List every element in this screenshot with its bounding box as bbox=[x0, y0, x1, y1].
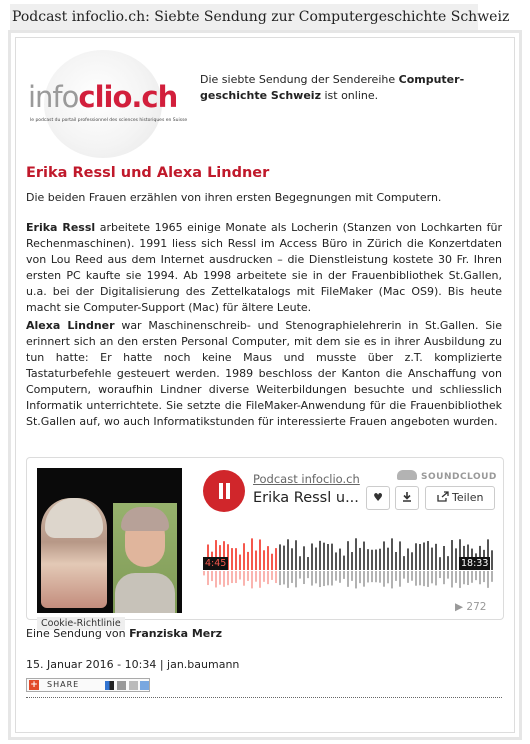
pause-icon-bar bbox=[226, 483, 230, 499]
waveform-reflection-bar bbox=[323, 571, 325, 586]
waveform-bar bbox=[243, 543, 245, 570]
digg-icon bbox=[117, 681, 126, 690]
waveform-bar bbox=[279, 544, 281, 570]
waveform-reflection-bar bbox=[463, 571, 465, 584]
post-meta: 15. Januar 2016 - 10:34 | jan.baumann bbox=[26, 658, 240, 671]
play-count-value: 272 bbox=[466, 601, 487, 613]
like-button[interactable] bbox=[366, 486, 390, 510]
waveform-bar bbox=[435, 544, 437, 570]
waveform-reflection-bar bbox=[295, 571, 297, 587]
waveform-reflection-bar bbox=[219, 571, 221, 585]
waveform-reflection-bar bbox=[363, 571, 365, 587]
waveform-bar bbox=[263, 550, 265, 570]
waveform-bar bbox=[491, 550, 493, 570]
waveform-bar bbox=[315, 548, 317, 570]
waveform-bar bbox=[411, 552, 413, 570]
track-artwork[interactable] bbox=[37, 468, 182, 629]
waveform-reflection-bar bbox=[239, 571, 241, 579]
waveform-reflection-bar bbox=[435, 571, 437, 585]
waveform-reflection-bar bbox=[411, 571, 413, 581]
waveform-bar bbox=[259, 539, 261, 570]
waveform-reflection-bar bbox=[471, 571, 473, 583]
waveform-reflection-bar bbox=[259, 571, 261, 588]
cookie-policy-link[interactable]: Cookie-Richtlinie bbox=[37, 617, 125, 630]
waveform-reflection-bar bbox=[275, 571, 277, 583]
waveform-bar bbox=[275, 548, 277, 570]
intro-series-name: Computergeschichte Schweiz bbox=[200, 73, 465, 102]
waveform-reflection-bar bbox=[319, 571, 321, 587]
heart-icon: ♥ bbox=[373, 491, 383, 504]
waveform-reflection-bar bbox=[247, 571, 249, 581]
page-title: Podcast infoclio.ch: Siebte Sendung zur Computergeschichte Schweiz bbox=[10, 4, 478, 30]
waveform-reflection-bar bbox=[483, 571, 485, 582]
waveform-reflection-bar bbox=[215, 571, 217, 587]
play-count bbox=[455, 601, 486, 613]
infoclio-logo bbox=[24, 50, 188, 150]
waveform-bar bbox=[267, 546, 269, 570]
waveform-reflection-bar bbox=[459, 571, 461, 588]
paragraph-text-lindner: war Maschinenschreib- und Stenographielehrerin in St.Gallen. Sie erinnert sich an den ersten Personal Computer, mit dem sie es in ihrer Ausbildung zu tun hatte: Er hatte noch keine Maus und musste über z.T. komplizierte Tastaturbefehle gesteuert werden. 1989 beschloss der Kanton die Anschaffung von Computern, woraufhin Lindner diverse Weiterbildungen besuchte und schliesslich Informatik unterrichtete. Sie setzte die FileMaker-Anwendung für die Frauenbibliothek St.Gallen auf, wo auch Informatikstunden für interessierte Frauen angeboten wurden. bbox=[26, 319, 503, 428]
waveform-bar bbox=[375, 550, 377, 570]
article-heading: Erika Ressl und Alexa Lindner bbox=[26, 165, 270, 181]
portrait-alexa-lindner bbox=[113, 503, 177, 613]
waveform-reflection-bar bbox=[347, 571, 349, 587]
waveform-bar bbox=[307, 557, 309, 570]
waveform-reflection-bar bbox=[447, 571, 449, 579]
waveform-reflection-bar bbox=[443, 571, 445, 584]
waveform-reflection-bar bbox=[479, 571, 481, 584]
waveform-reflection-bar bbox=[267, 571, 269, 584]
waveform-reflection-bar bbox=[475, 571, 477, 580]
waveform-bar bbox=[291, 548, 293, 570]
intro-before: Die siebte Sendung der Sendereihe bbox=[200, 73, 399, 86]
soundcloud-player bbox=[26, 457, 504, 629]
waveform-bar bbox=[347, 541, 349, 570]
waveform-bar bbox=[295, 540, 297, 570]
waveform-reflection-bar bbox=[351, 571, 353, 581]
share-button-label: Teilen bbox=[452, 491, 484, 504]
episode-credit bbox=[26, 627, 222, 640]
waveform-bar bbox=[359, 548, 361, 570]
waveform-reflection-bar bbox=[395, 571, 397, 581]
waveform-reflection-bar bbox=[263, 571, 265, 582]
waveform-reflection-bar bbox=[359, 571, 361, 583]
article-paragraph-lindner bbox=[26, 318, 502, 430]
waveform-reflection-bar bbox=[211, 571, 213, 581]
waveform-bar bbox=[419, 544, 421, 570]
waveform-bar bbox=[231, 548, 233, 570]
portrait-hair bbox=[45, 498, 103, 538]
waveform-bar bbox=[455, 548, 457, 570]
waveform-bar bbox=[351, 552, 353, 570]
waveform-bar bbox=[319, 541, 321, 570]
waveform-reflection-bar bbox=[227, 571, 229, 585]
waveform-reflection-bar bbox=[303, 571, 305, 584]
logo-part-clio: clio bbox=[78, 80, 132, 114]
waveform-scrubber[interactable] bbox=[203, 530, 495, 600]
waveform-reflection-bar bbox=[207, 571, 209, 585]
total-time: 18:33 bbox=[461, 558, 489, 569]
waveform-bar bbox=[335, 552, 337, 570]
waveform-reflection-bar bbox=[343, 571, 345, 579]
waveform-reflection-bar bbox=[327, 571, 329, 585]
waveform-reflection-bar bbox=[455, 571, 457, 583]
waveform-reflection-bar bbox=[371, 571, 373, 582]
soundcloud-icon bbox=[397, 470, 417, 480]
waveform-reflection-bar bbox=[387, 571, 389, 583]
waveform-bar bbox=[407, 548, 409, 570]
waveform-reflection-bar bbox=[307, 571, 309, 578]
waveform-reflection-bar bbox=[255, 571, 257, 582]
paragraph-text-ressl: arbeitete 1965 einige Monate als Locherin (Stanzen von Lochkarten für Rechenmaschinen). 1991 liess sich Ressl im Access Büro in Zürich die Konzertdaten von Lou Reed aus dem Internet ausdrucken – die Dienstleistung kostete 30 Fr. Ihren ersten PC kaufte sie 1994. Ab 1998 arbeitete sie in der Frauenbibliothek St.Gallen, u.a. bei der Digitalisierung des Zettelkatalogs mit FileMaker (Mac OS9). Bis heute macht sie Computer-Support (Mac) für ältere Leute. bbox=[26, 221, 502, 314]
waveform-reflection-bar bbox=[399, 571, 401, 587]
waveform-bar bbox=[423, 543, 425, 570]
share-widget-label: SHARE bbox=[47, 680, 80, 689]
waveform-reflection-bar bbox=[367, 571, 369, 582]
waveform-reflection-bar bbox=[403, 571, 405, 579]
share-button[interactable] bbox=[425, 486, 495, 510]
waveform-reflection-bar bbox=[231, 571, 233, 583]
waveform-reflection-bar bbox=[287, 571, 289, 588]
waveform-bar bbox=[447, 556, 449, 570]
waveform-bar bbox=[251, 538, 253, 570]
waveform-bar bbox=[355, 538, 357, 570]
email-icon bbox=[129, 681, 138, 690]
intro-text bbox=[200, 72, 490, 104]
content-divider bbox=[26, 697, 502, 698]
waveform-reflection-bar bbox=[375, 571, 377, 582]
waveform-reflection-bar bbox=[283, 571, 285, 584]
waveform-reflection-bar bbox=[451, 571, 453, 587]
article-lead: Die beiden Frauen erzählen von ihren ersten Begegnungen mit Computern. bbox=[26, 191, 442, 204]
current-time: 4:45 bbox=[205, 558, 227, 569]
waveform-bar bbox=[403, 556, 405, 570]
waveform-reflection-bar bbox=[379, 571, 381, 583]
track-title[interactable]: Erika Ressl u... bbox=[253, 490, 359, 506]
credit-author: Franziska Merz bbox=[129, 627, 223, 640]
waveform-bar bbox=[439, 557, 441, 570]
waveform-reflection-bar bbox=[271, 571, 273, 580]
portrait-body bbox=[115, 573, 175, 613]
delicious-icon bbox=[105, 681, 114, 690]
waveform-bar bbox=[235, 548, 237, 570]
waveform-reflection-bar bbox=[419, 571, 421, 585]
waveform-reflection-bar bbox=[427, 571, 429, 587]
waveform-bar bbox=[371, 550, 373, 570]
waveform-bar bbox=[255, 551, 257, 570]
waveform-reflection-bar bbox=[407, 571, 409, 583]
waveform-reflection-bar bbox=[339, 571, 341, 583]
waveform-reflection-bar bbox=[299, 571, 301, 579]
waveform-bar bbox=[239, 555, 241, 570]
waveform-bar bbox=[343, 556, 345, 570]
addthis-share-widget[interactable] bbox=[26, 678, 150, 692]
waveform-bar bbox=[427, 541, 429, 570]
soundcloud-brand[interactable] bbox=[397, 470, 497, 482]
logo-part-ch: .ch bbox=[131, 80, 178, 114]
waveform-reflection-bar bbox=[315, 571, 317, 583]
waveform-reflection-bar bbox=[439, 571, 441, 578]
waveform-bar bbox=[363, 542, 365, 570]
waveform-bar bbox=[287, 539, 289, 570]
uploader-link[interactable]: Podcast infoclio.ch bbox=[253, 472, 360, 486]
download-icon bbox=[401, 491, 413, 503]
waveform-bar bbox=[431, 548, 433, 570]
article-paragraph-ressl bbox=[26, 220, 502, 316]
waveform-bar bbox=[303, 546, 305, 570]
pause-icon-bar bbox=[219, 483, 223, 499]
waveform-reflection-bar bbox=[311, 571, 313, 586]
waveform-reflection-bar bbox=[467, 571, 469, 585]
waveform-bar bbox=[339, 549, 341, 570]
waveform-bar bbox=[395, 552, 397, 570]
waveform-bar bbox=[327, 544, 329, 570]
waveform-bar bbox=[383, 541, 385, 570]
waveform-bar bbox=[323, 543, 325, 570]
intro-after: ist online. bbox=[320, 89, 379, 102]
waveform-bar bbox=[299, 556, 301, 570]
waveform-bar bbox=[451, 540, 453, 570]
waveform-bar bbox=[247, 552, 249, 570]
waveform-bar bbox=[331, 544, 333, 570]
waveform-reflection-bar bbox=[279, 571, 281, 585]
waveform-reflection-bar bbox=[431, 571, 433, 583]
person-name-ressl: Erika Ressl bbox=[26, 221, 96, 234]
waveform-bar bbox=[391, 538, 393, 570]
waveform-bar bbox=[387, 548, 389, 570]
waveform-bar bbox=[443, 546, 445, 570]
person-name-lindner: Alexa Lindner bbox=[26, 319, 115, 332]
waveform-reflection-bar bbox=[223, 571, 225, 587]
waveform-reflection-bar bbox=[423, 571, 425, 586]
waveform-reflection-bar bbox=[251, 571, 253, 588]
plus-icon: + bbox=[30, 680, 38, 690]
waveform-reflection-bar bbox=[415, 571, 417, 586]
waveform-bar bbox=[271, 554, 273, 570]
pause-button[interactable] bbox=[203, 470, 245, 512]
waveform-bar bbox=[367, 549, 369, 570]
logo-part-info: info bbox=[28, 80, 79, 114]
logo-wordmark bbox=[28, 80, 177, 114]
waveform-reflection-bar bbox=[203, 571, 205, 575]
credit-prefix: Eine Sendung von bbox=[26, 627, 130, 640]
logo-tagline: le podcast du portail professionnel des sciences historiques en Suisse bbox=[30, 118, 188, 123]
portrait-erika-ressl bbox=[41, 498, 107, 608]
waveform-reflection-bar bbox=[291, 571, 293, 583]
waveform-reflection-bar bbox=[391, 571, 393, 588]
waveform-bar bbox=[399, 541, 401, 570]
waveform-bar bbox=[415, 543, 417, 570]
waveform-reflection-bar bbox=[331, 571, 333, 586]
download-button[interactable] bbox=[395, 486, 419, 510]
waveform-bar bbox=[379, 549, 381, 570]
waveform-reflection-bar bbox=[243, 571, 245, 586]
waveform-bar bbox=[283, 546, 285, 570]
waveform-reflection-bar bbox=[383, 571, 385, 587]
play-icon: ▶ bbox=[455, 601, 467, 613]
waveform-reflection-bar bbox=[487, 571, 489, 588]
waveform-reflection-bar bbox=[491, 571, 493, 582]
portrait-hair bbox=[121, 507, 169, 531]
waveform-reflection-bar bbox=[355, 571, 357, 588]
soundcloud-brand-label: SOUNDCLOUD bbox=[421, 472, 497, 482]
share-icon bbox=[437, 491, 449, 502]
waveform-reflection-bar bbox=[235, 571, 237, 583]
waveform-bar bbox=[311, 543, 313, 570]
bookmark-icon bbox=[140, 681, 149, 690]
waveform-reflection-bar bbox=[335, 571, 337, 581]
